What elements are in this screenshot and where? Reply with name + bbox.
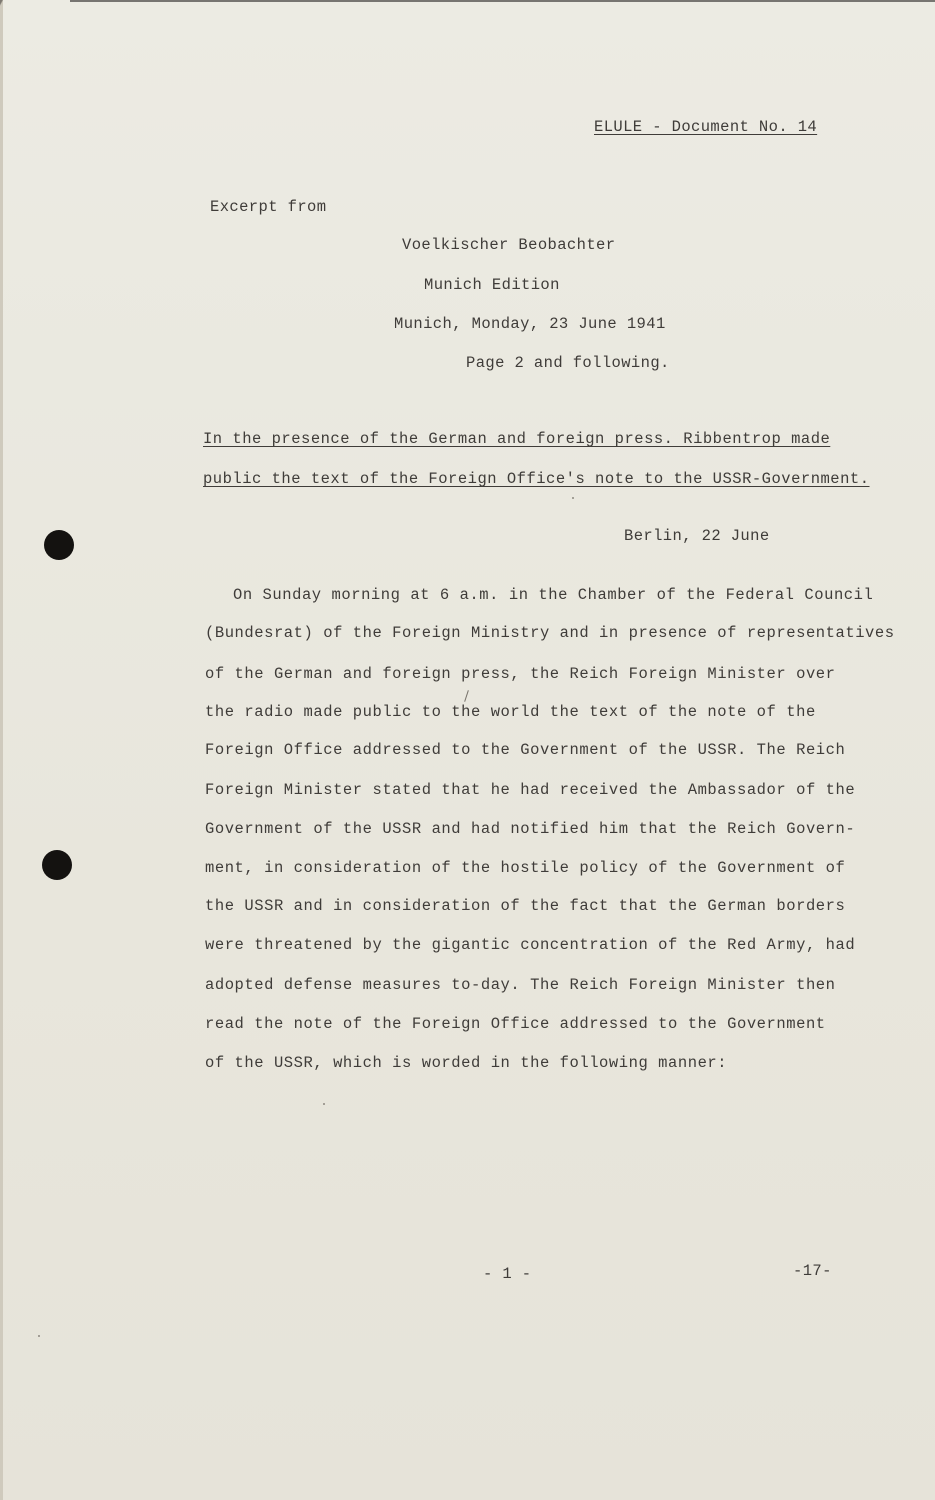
page-left-edge xyxy=(0,0,3,1500)
body-text-line: On Sunday morning at 6 a.m. in the Chamber of the Federal Council xyxy=(233,586,874,604)
page-top-edge xyxy=(70,0,935,2)
document-reference: ELULE - Document No. 14 xyxy=(594,118,818,136)
publication-date: Munich, Monday, 23 June 1941 xyxy=(394,315,666,333)
punch-hole-lower xyxy=(42,850,72,880)
body-text-line: adopted defense measures to-day. The Reich Foreign Minister then xyxy=(205,976,836,994)
pencil-tick-mark xyxy=(464,690,469,702)
body-text-line: the radio made public to the world the text of the note of the xyxy=(205,703,816,721)
body-text-line: of the German and foreign press, the Reich Foreign Minister over xyxy=(205,665,836,683)
body-text-line: read the note of the Foreign Office addressed to the Government xyxy=(205,1015,826,1033)
paper-speck xyxy=(572,497,574,499)
headline-line: In the presence of the German and foreign press. Ribbentrop made xyxy=(203,430,831,448)
punch-hole-upper xyxy=(44,530,74,560)
sheet-number: -17- xyxy=(793,1262,832,1280)
publication-name: Voelkischer Beobachter xyxy=(402,236,616,254)
page-number: - 1 - xyxy=(483,1265,532,1283)
dateline: Berlin, 22 June xyxy=(624,527,770,545)
body-text-line: of the USSR, which is worded in the following manner: xyxy=(205,1054,728,1072)
headline-line: public the text of the Foreign Office's note to the USSR-Government. xyxy=(203,470,870,488)
body-text-line: Foreign Office addressed to the Government of the USSR. The Reich xyxy=(205,741,846,759)
body-text-line: Government of the USSR and had notified him that the Reich Govern- xyxy=(205,820,856,838)
paper-speck xyxy=(323,1103,325,1105)
paper-speck xyxy=(38,1335,40,1337)
body-text-line: Foreign Minister stated that he had received the Ambassador of the xyxy=(205,781,856,799)
publication-page: Page 2 and following. xyxy=(466,354,670,372)
body-text-line: ment, in consideration of the hostile policy of the Government of xyxy=(205,859,846,877)
excerpt-label: Excerpt from xyxy=(210,198,327,216)
body-text-line: (Bundesrat) of the Foreign Ministry and in presence of representatives xyxy=(205,624,895,642)
folded-corner-shadow xyxy=(0,0,70,110)
body-text-line: were threatened by the gigantic concentration of the Red Army, had xyxy=(205,936,856,954)
publication-edition: Munich Edition xyxy=(424,276,560,294)
body-text-line: the USSR and in consideration of the fact that the German borders xyxy=(205,897,846,915)
